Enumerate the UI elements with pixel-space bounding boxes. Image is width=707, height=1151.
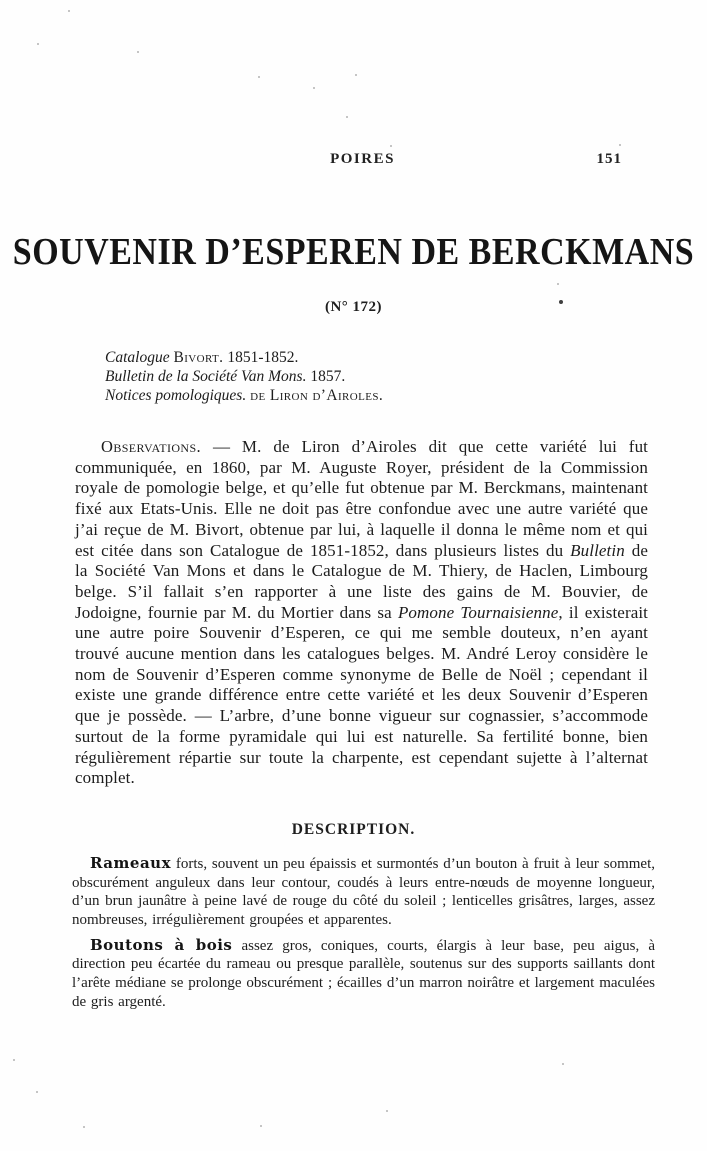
scan-speck <box>83 1126 85 1128</box>
scan-speck <box>619 144 621 146</box>
reference-item <box>105 367 650 386</box>
observations-label: Observations. <box>101 437 202 456</box>
header-section-title: POIRES <box>330 151 395 167</box>
scan-speck <box>346 116 348 118</box>
observations-paragraph <box>75 437 648 789</box>
reference-item <box>105 386 650 405</box>
cited-work: Pomone Tournaisienne <box>397 602 559 622</box>
paragraph-label: Rameaux <box>90 853 172 872</box>
scan-speck <box>313 87 315 89</box>
scan-speck <box>13 1059 15 1061</box>
reference-work: Catalogue <box>105 349 170 366</box>
observations-text: , il existerait une autre poire Souvenir d’Esperen, ce qui me semble douteux, n’en ayant trouvé aucune mention dans les catalogues belges. M. André Leroy considère le nom de Souvenir d’Esperen comme synonyme de Belle de Noël ; cependant il existe une grande différence entre cette variété et les deux Souvenir d’Esperen que je possède. — L’arbre, d’une bonne vigueur sur cognassier, s’accommode surtout de la forme pyramidale qui lui est naturelle. Sa fertilité bonne, bien régulièrement répartie sur toute la charpente, est cependant sujette à l’alternat complet. <box>75 602 648 788</box>
scan-speck <box>37 43 39 45</box>
reference-work: Notices pomologiques. <box>105 387 247 404</box>
scan-speck <box>258 76 260 78</box>
reference-author: de Liron d’Airoles. <box>250 387 384 404</box>
scan-speck <box>68 10 70 12</box>
paragraph-text: assez gros, coniques, courts, élargis à leur base, peu aigus, à direction peu écartée du rameau ou presque parallèle, soutenus sur des supports saillants dont l’arête médiane se prolonge obscurément ; écailles d’un marron noirâtre et largement maculées de gris argenté. <box>72 937 655 1010</box>
paragraph-label: Boutons à bois <box>90 935 233 954</box>
paragraph-text: forts, souvent un peu épaissis et surmontés d’un bouton à fruit à leur sommet, obscurément anguleux dans leur contour, coudés à leurs entre-nœuds de moyenne longueur, d’un brun jaunâtre à peine lavé de rouge du côté du soleil ; lenticelles grisâtres, larges, assez nombreuses, irrégulièrement groupées et apparentes. <box>72 855 655 929</box>
description-paragraph-boutons <box>72 936 655 1012</box>
observations-text: — M. de Liron d’Airoles dit que cette variété lui fut communiquée, en 1860, par M. Auguste Royer, président de la Commission royale de pomologie belge, et qu’elle fut obtenue par M. Berckmans, maintenant fixé aux Etats-Unis. Elle ne doit pas être confondue avec une autre variété que j’ai reçue de M. Bivort, obtenue par lui, à laquelle il donna le même nom et qui est citée dans son Catalogue de 1851-1852, dans plusieurs listes du <box>75 437 648 560</box>
scan-speck <box>36 1091 38 1093</box>
scan-speck <box>137 51 139 53</box>
scan-speck <box>562 1063 564 1065</box>
page-number: 151 <box>596 151 622 167</box>
scan-speck <box>557 283 559 285</box>
reference-list <box>105 348 650 405</box>
scan-speck <box>355 74 357 76</box>
reference-author: Bivort. <box>173 349 224 366</box>
running-header <box>75 150 650 172</box>
description-paragraph-rameaux <box>72 854 655 930</box>
reference-work: Bulletin de la Société Van Mons. <box>105 368 307 385</box>
observations-text: de la Société Van Mons et dans le Catalogue de M. Thiery, de Haclen, Limbourg belge. S’il fallait s’en rapporter à une liste des gains de M. Bouvier, de Jodoigne, fournie par M. du Mortier dans sa <box>75 540 648 622</box>
cited-work: Bulletin <box>570 540 625 560</box>
variety-title: SOUVENIR D’ESPEREN DE BERCKMANS <box>12 231 695 274</box>
scan-speck <box>260 1125 262 1127</box>
catalog-number: (N° 172) <box>324 299 383 315</box>
reference-item <box>105 348 650 367</box>
scan-speck <box>559 300 563 304</box>
reference-years: 1857. <box>310 368 346 385</box>
scan-speck <box>390 145 392 147</box>
reference-years: 1851-1852. <box>227 349 299 366</box>
scan-speck <box>386 1110 388 1112</box>
description-heading: DESCRIPTION. <box>291 820 416 838</box>
